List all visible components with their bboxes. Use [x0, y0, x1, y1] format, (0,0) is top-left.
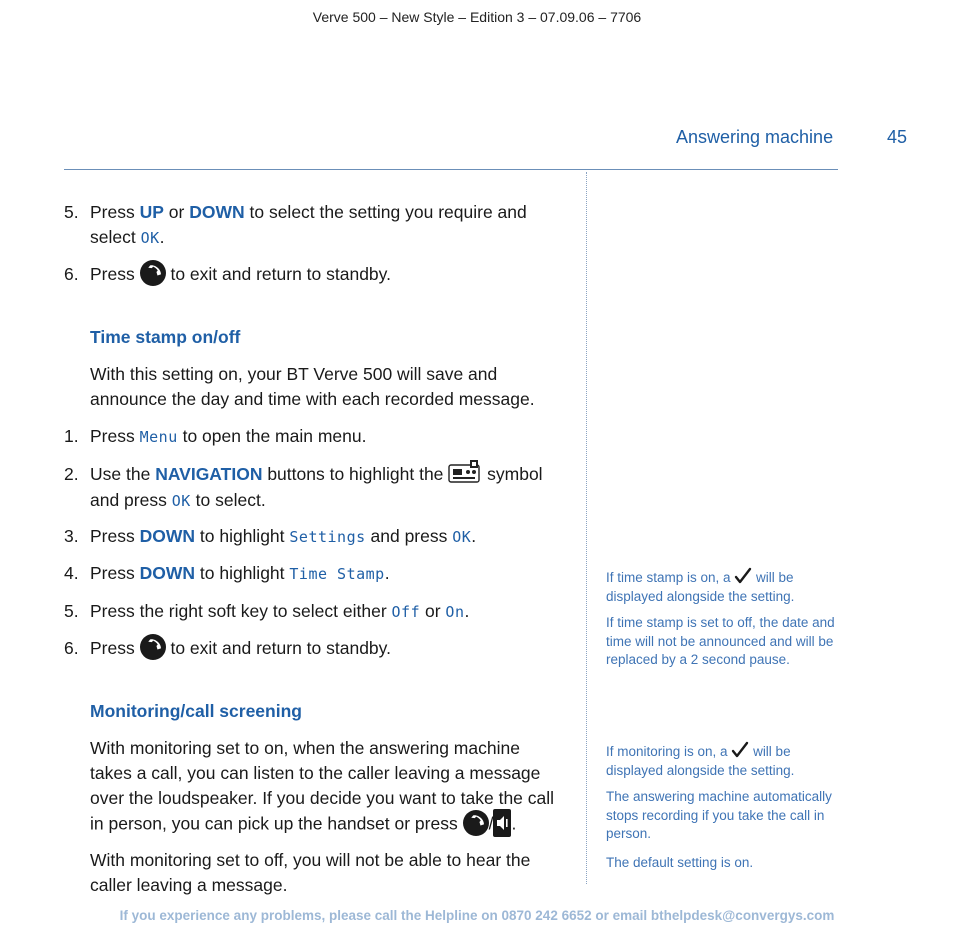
step-text: [90, 200, 564, 251]
step-text: [90, 262, 564, 288]
time-stamp-intro: With this setting on, your BT Verve 500 will save and announce the day and time with each recorded message.: [90, 364, 535, 409]
display-off: Off: [391, 603, 421, 621]
text: Press: [90, 638, 140, 658]
text: to highlight: [195, 526, 290, 546]
step-text: [90, 524, 564, 550]
text: Use the: [90, 464, 156, 484]
text: .: [511, 813, 517, 834]
key-navigation: NAVIGATION: [155, 464, 263, 484]
display-time-stamp: Time Stamp: [289, 565, 385, 583]
tick-icon: [734, 567, 752, 585]
section-title: Answering machine: [676, 127, 834, 147]
speaker-icon: [493, 809, 511, 837]
key-down: DOWN: [139, 526, 196, 546]
display-settings: Settings: [289, 528, 366, 546]
display-on: On: [445, 603, 465, 621]
step-number: 1.: [64, 426, 79, 446]
text: .: [159, 227, 165, 247]
step-number: 2.: [64, 464, 79, 484]
text: buttons to highlight the: [262, 464, 449, 484]
sidenote-monitoring-auto-stop: The answering machine automatically stops recording if you take the call in person.: [606, 789, 832, 841]
monitoring-paragraph-off: With monitoring set to off, you will not be able to hear the caller leaving a message.: [90, 850, 531, 895]
text: Press: [90, 426, 140, 446]
sidenote-monitoring-default: The default setting is on.: [606, 855, 754, 870]
key-down: DOWN: [139, 563, 196, 583]
document-id-header: Verve 500 – New Style – Edition 3 – 07.09.06 – 7706: [312, 9, 642, 25]
step-number: 3.: [64, 526, 79, 546]
step-number: 5.: [64, 202, 79, 222]
text: Press: [90, 563, 140, 583]
text: or: [420, 601, 446, 621]
sidenote-monitoring-tick: [606, 743, 841, 780]
text: symbol and press: [90, 464, 543, 511]
step-text: [90, 599, 564, 625]
text: to highlight: [195, 563, 290, 583]
text: will be displayed alongside the setting.: [606, 744, 795, 778]
display-menu: Menu: [139, 428, 178, 446]
text: If time stamp is on, a: [606, 570, 735, 585]
text: and press: [365, 526, 453, 546]
step-number: 4.: [64, 563, 79, 583]
text: Press: [90, 264, 140, 284]
text: to exit and return to standby.: [165, 638, 391, 658]
tick-icon: [731, 741, 749, 759]
step-number: 6.: [64, 638, 79, 658]
text: to open the main menu.: [177, 426, 367, 446]
text: With monitoring set to on, when the answering machine takes a call, you can listen to the caller leaving a message over the loudspeaker. If you decide you want to take the call in person, you can pick up the handset or press: [90, 738, 555, 834]
step-number: 6.: [64, 264, 79, 284]
end-call-icon: [140, 634, 166, 660]
text: .: [471, 526, 477, 546]
text: /: [488, 813, 494, 834]
text: Press: [90, 526, 140, 546]
menu-answering-machine-icon: [448, 459, 482, 485]
helpline-footer: If you experience any problems, please call the Helpline on 0870 242 6652 or email bthelpdesk@convergys.com: [119, 908, 835, 923]
heading-time-stamp: Time stamp on/off: [90, 327, 241, 347]
heading-monitoring: Monitoring/call screening: [90, 701, 302, 721]
text: Press: [90, 202, 140, 222]
column-divider: [586, 172, 587, 884]
monitoring-paragraph-on: [90, 736, 564, 839]
end-call-icon: [140, 260, 166, 286]
step-text: [90, 424, 564, 450]
text: to exit and return to standby.: [165, 264, 391, 284]
display-ok: OK: [171, 492, 191, 511]
text: will be displayed alongside the setting.: [606, 570, 795, 604]
text: If monitoring is on, a: [606, 744, 732, 759]
page-number: 45: [887, 127, 908, 147]
text: Press the right soft key to select either: [90, 601, 392, 621]
text: to select.: [190, 490, 266, 511]
text: to select the setting you require and select: [90, 202, 527, 247]
step-text: [90, 636, 564, 662]
end-call-icon: [463, 810, 489, 836]
header-divider: [64, 169, 838, 170]
key-down: DOWN: [189, 202, 245, 222]
display-ok: OK: [140, 229, 160, 247]
text: .: [384, 563, 390, 583]
step-number: 5.: [64, 601, 79, 621]
sidenote-time-stamp-off: If time stamp is set to off, the date and time will not be announced and will be replaced by a 2 second pause.: [606, 615, 835, 667]
key-up: UP: [139, 202, 164, 222]
text: or: [163, 202, 190, 222]
text: .: [464, 601, 470, 621]
step-text: [90, 462, 564, 514]
step-text: [90, 561, 564, 587]
sidenote-time-stamp-tick: [606, 569, 841, 606]
display-ok: OK: [452, 528, 472, 546]
